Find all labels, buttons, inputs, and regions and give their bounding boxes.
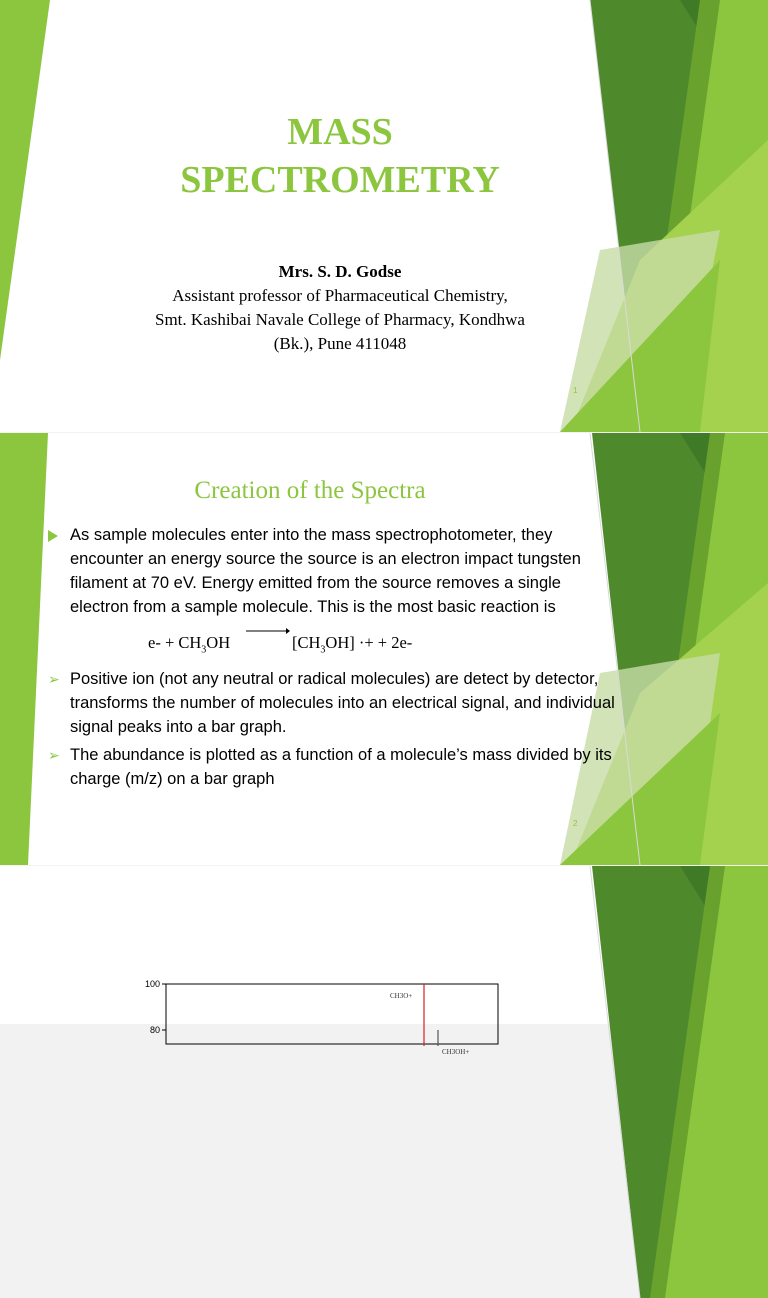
slide-number: 1 (573, 386, 578, 395)
bullet-list (48, 523, 618, 795)
reaction-equation (48, 623, 618, 663)
bullet-text: As sample molecules enter into the mass spectrophotometer, they encounter an energy source the source is an electron impact tungsten filament at 70 eV. Energy emitted from the source removes a single electron from a sample molecule. This is the most basic reaction is (70, 526, 581, 616)
mass-spectrum-chart (130, 976, 510, 1056)
author-address: (Bk.), Pune 411048 (273, 334, 407, 353)
bullet-text: The abundance is plotted as a function of a molecule’s mass divided by its charge (m/z) on a bar graph (70, 746, 612, 788)
green-decoration (0, 866, 768, 1298)
bullet-text: Positive ion (not any neutral or radical molecules) are detect by detector, transforms the number of molecules into an electrical signal, and individual signal peaks into a bar graph. (70, 670, 615, 736)
plot-frame (166, 984, 498, 1044)
author-position: Assistant professor of Pharmaceutical Chemistry, (172, 286, 508, 305)
slide-number: 2 (573, 819, 578, 828)
green-decoration (0, 0, 768, 432)
reaction-arrow-icon (246, 627, 290, 635)
bar-label: CH3OH+ (442, 1048, 470, 1056)
chart-slide[interactable] (0, 866, 768, 1056)
content-slide[interactable] (0, 433, 768, 865)
author-name: Mrs. S. D. Godse (278, 262, 402, 281)
author-college: Smt. Kashibai Navale College of Pharmacy, Kondhwa (155, 310, 525, 329)
author-block (100, 260, 580, 356)
bar-label: CH3O+ (390, 992, 413, 1000)
triangle-bullet-icon (48, 530, 58, 542)
title-line-1: MASS (287, 111, 393, 153)
arrow-bullet-icon: ➢ (48, 671, 60, 687)
equation-products: $[CH_3OH]$ ·+ + 2e- (292, 633, 413, 656)
slide-title (110, 108, 570, 204)
arrow-bullet-icon: ➢ (48, 747, 60, 763)
equation-reactants: $e- + CH_3OH$ (148, 633, 231, 656)
title-slide[interactable] (0, 0, 768, 432)
bullet-item (48, 743, 618, 791)
y-tick-label: 80 (149, 1025, 160, 1035)
title-line-2: SPECTROMETRY (180, 159, 500, 201)
bullet-item (48, 667, 618, 739)
bullet-item (48, 523, 618, 619)
slide-title: Creation of the Spectra (194, 477, 426, 504)
y-tick-label: 100 (144, 979, 160, 989)
